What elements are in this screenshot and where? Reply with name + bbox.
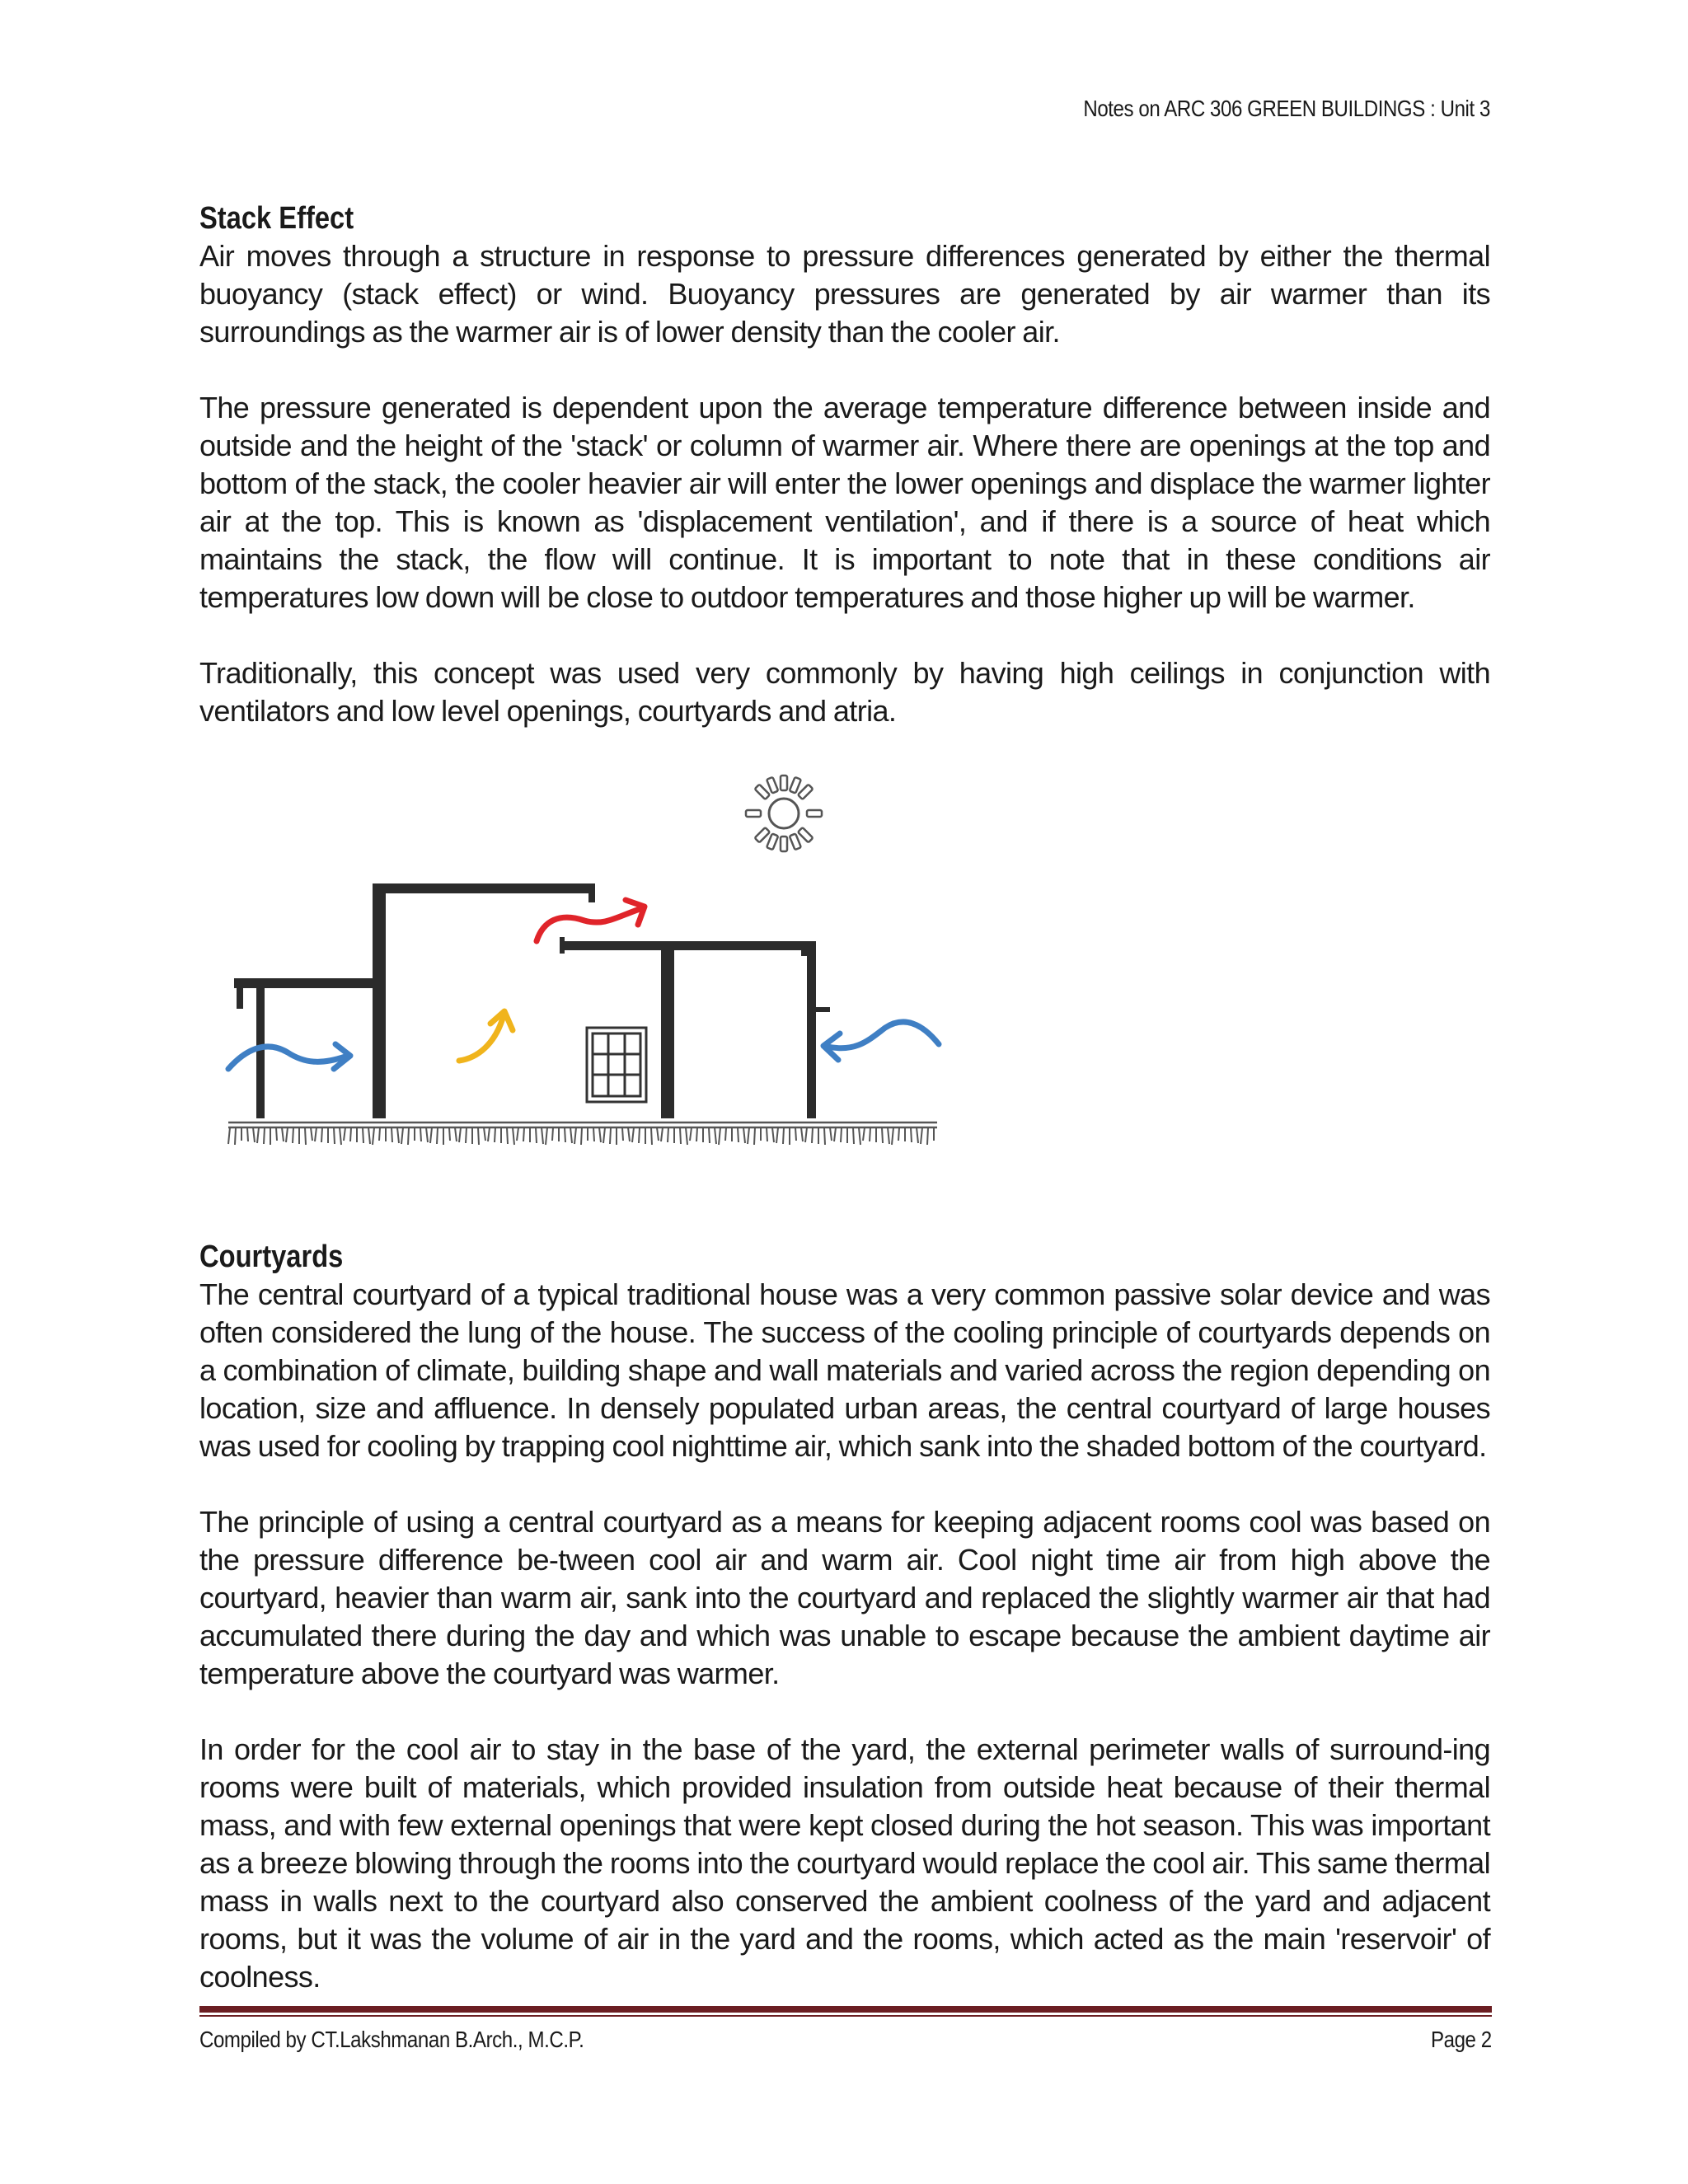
page-number: Page 2 — [1431, 2027, 1492, 2052]
warm-air-exhaust-arrow — [537, 900, 645, 941]
page-content — [199, 199, 1490, 2034]
stack-effect-sketch — [197, 768, 1128, 1197]
cool-air-inlet-arrow-left — [228, 1044, 350, 1069]
building-structure — [234, 883, 830, 1118]
paragraph: Air moves through a structure in response to pressure differences generated by either the thermal buoyancy (stack effect) or wind. Buoyancy pressures are generated by air warmer than its surroundings as the warmer air is of lower density than the cooler air. — [199, 239, 1490, 349]
section-title-courtyards: Courtyards — [199, 1240, 344, 1274]
section-title-stack-effect: Stack Effect — [199, 201, 354, 236]
paragraph: The pressure generated is dependent upon the average temperature difference between inside and outside and the height of the 'stack' or column of warmer air. Where there are openings at the top and bottom of the stack, the cooler heavier air will enter the lower openings and displace the warmer lighter air at the top. This is known as 'displacement ventilation', and if there is a source of heat which maintains the stack, the flow will continue. It is important to note that in these conditions air temperatures low down will be close to outdoor temperatures and those higher up will be warmer. — [199, 391, 1490, 614]
rising-air-arrow — [459, 1011, 513, 1061]
footer-row — [199, 2027, 1492, 2056]
footer-author: Compiled by CT.Lakshmanan B.Arch., M.C.P. — [199, 2027, 584, 2052]
sun-icon — [746, 776, 822, 851]
paragraph: The central courtyard of a typical traditional house was a very common passive solar device and was often considered the lung of the house. The success of the cooling principle of courtyards depends on a combination of climate, building shape and wall materials and varied across the region depending on location, size and affluence. In densely populated urban areas, the central courtyard of large houses was used for cooling by trapping cool nighttime air, which sank into the shaded bottom of the courtyard. — [199, 1277, 1490, 1463]
paragraph: Traditionally, this concept was used very commonly by having high ceilings in conjunction with ventilators and low level openings, courtyards and atria. — [199, 656, 1490, 728]
paragraph: In order for the cool air to stay in the base of the yard, the external perimeter walls of surround-ing rooms were built of materials, which provided insulation from outside heat because of their thermal mass, and with few external openings that were kept closed during the hot season. This was important as a breeze blowing through the rooms into the courtyard would replace the cool air. This same thermal mass in walls next to the courtyard also conserved the ambient coolness of the yard and adjacent rooms, but it was the volume of air in the yard and the rooms, which acted as the main 'reservoir' of coolness. — [199, 1732, 1490, 1994]
footer-divider-thin — [199, 2015, 1492, 2017]
page-header: Notes on ARC 306 GREEN BUILDINGS : Unit 3 — [1083, 96, 1490, 121]
paragraph: The principle of using a central courtyard as a means for keeping adjacent rooms cool was based on the pressure difference be-tween cool air and warm air. Cool night time air from high above the courtyard, heavier than warm air, sank into the courtyard and replaced the slightly warmer air that had accumulated there during the day and which was unable to escape because the ambient daytime air temperature above the courtyard was warmer. — [199, 1505, 1490, 1690]
stack-effect-diagram — [197, 768, 1128, 1197]
footer-divider — [199, 2006, 1492, 2013]
ground-line — [228, 1122, 937, 1145]
page-footer — [199, 2006, 1492, 2056]
window-icon — [587, 1028, 646, 1102]
cool-air-inlet-arrow-right — [823, 1022, 939, 1060]
